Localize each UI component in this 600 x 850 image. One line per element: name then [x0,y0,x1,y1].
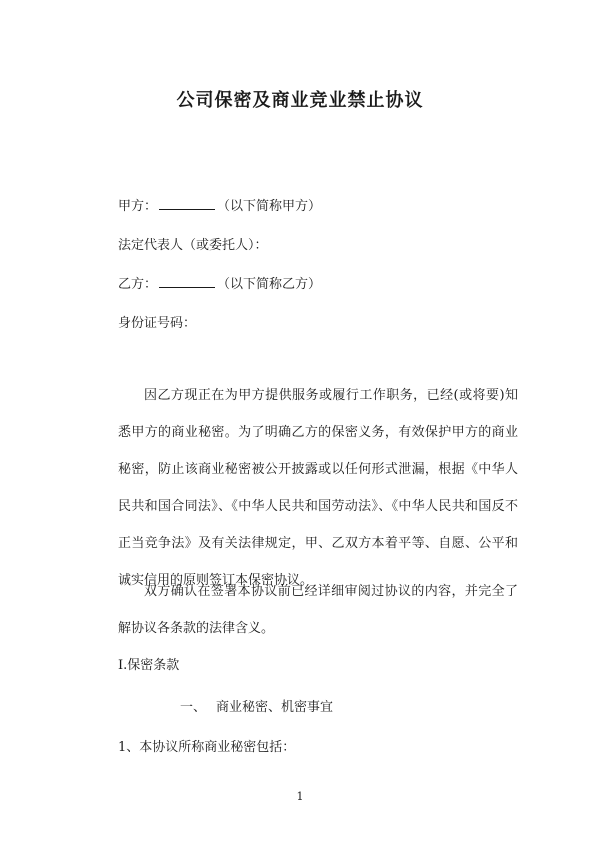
party-a-note: （以下简称甲方） [217,199,322,214]
party-a-blank[interactable] [159,196,215,210]
page-number: 1 [296,790,304,803]
intro-paragraph: 因乙方现正在为甲方提供服务或履行工作职务，已经(或将要)知悉甲方的商业秘密。为了明确乙方的保密义务，有效保护甲方的商业秘密，防止该商业秘密被公开披露或以任何形式泄漏，根据《中华人民共和国合同法》、《中华人民共和国劳动法》、《中华人民共和国反不正当竞争法》及有关法律规定，甲、乙双方本着平等、自愿、公平和诚实信用的原则签订本保密协议。 [118,388,518,588]
id-number-line [118,312,196,331]
subsection-heading [180,696,333,715]
party-a-label: 甲方： [118,199,158,214]
party-b-blank[interactable] [159,274,215,288]
party-b-note: （以下简称乙方） [217,277,322,292]
clause-1: 1、本协议所称商业秘密包括： [118,740,296,755]
legal-rep-label: 法定代表人（或委托人）： [118,238,268,253]
id-number-label: 身份证号码： [118,316,197,331]
document-title: 公司保密及商业竞业禁止协议 [176,90,424,111]
party-b-label: 乙方： [118,277,158,292]
section-label: Ⅰ.保密条款 [118,658,180,673]
party-a-line [118,195,321,214]
subsection-title: 商业秘密、机密事宜 [216,700,334,715]
party-b-line [118,273,321,292]
confirmation-paragraph: 双方确认在签署本协议前已经详细审阅过协议的内容，并完全了解协议各条款的法律含义。 [118,584,518,636]
subsection-number: 一、 [180,700,207,715]
legal-rep-line [118,234,268,253]
